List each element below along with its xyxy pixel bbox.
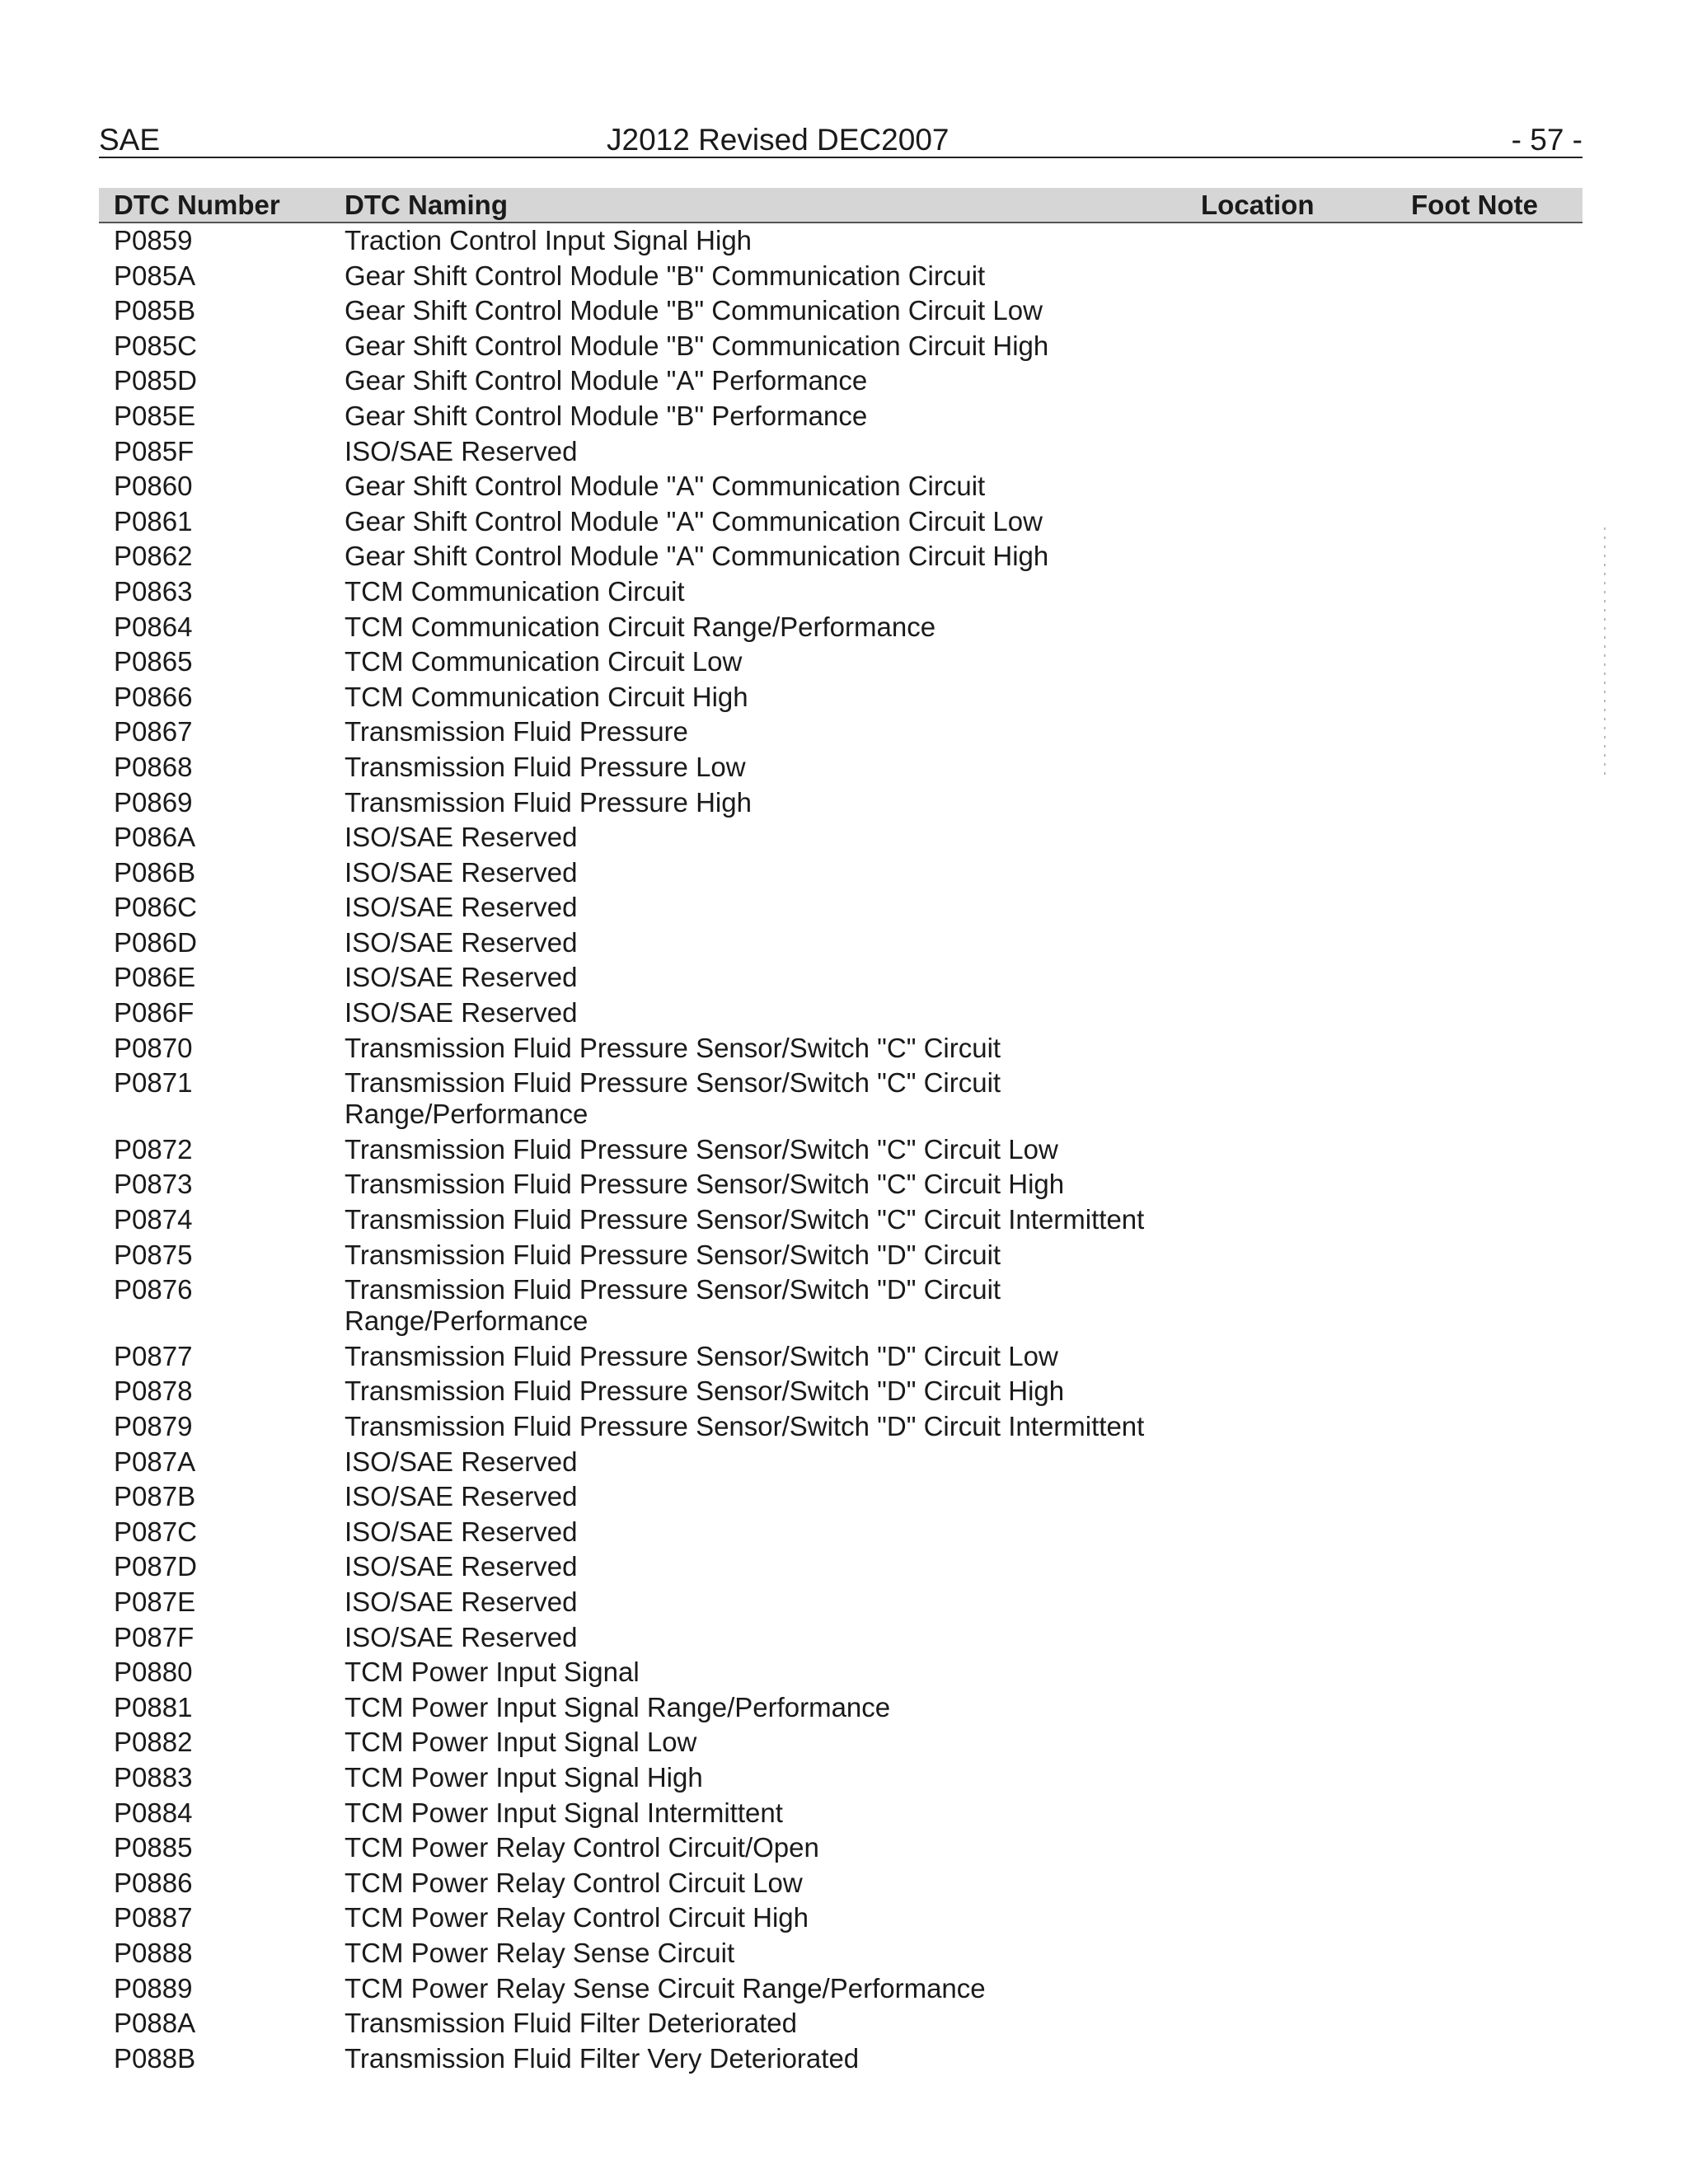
table-row: [99, 1339, 1582, 1375]
dtc-number: P0862: [114, 541, 193, 572]
table-row: [99, 1971, 1582, 2007]
table-row: [99, 2041, 1582, 2077]
table-row: [99, 926, 1582, 961]
table-row: [99, 1796, 1582, 1831]
table-row: [99, 1202, 1582, 1238]
table-row: [99, 1066, 1582, 1132]
dtc-number: P0885: [114, 1832, 193, 1863]
table-row: [99, 1238, 1582, 1273]
dtc-number: P085B: [114, 295, 196, 326]
dtc-number: P0883: [114, 1761, 193, 1793]
dtc-number: P087A: [114, 1446, 196, 1477]
dtc-number: P0869: [114, 786, 193, 818]
dtc-naming: TCM Power Input Signal High: [345, 1761, 703, 1793]
dtc-number: P087D: [114, 1551, 197, 1582]
dtc-naming: ISO/SAE Reserved: [345, 892, 578, 923]
table-row: [99, 996, 1582, 1031]
dtc-number: P086E: [114, 962, 196, 993]
header-page-number: - 57 -: [1511, 123, 1582, 157]
dtc-number: P087E: [114, 1586, 196, 1617]
dtc-number: P088A: [114, 2008, 196, 2039]
dtc-number: P0867: [114, 716, 193, 748]
dtc-number: P0868: [114, 751, 193, 782]
dtc-naming: Gear Shift Control Module "B" Communication Circuit Low: [345, 295, 1043, 326]
dtc-number: P0888: [114, 1937, 193, 1968]
table-row: [99, 644, 1582, 680]
header-document-title: J2012 Revised DEC2007: [607, 123, 950, 157]
dtc-number: P085D: [114, 365, 197, 396]
column-header-foot-note: Foot Note: [1411, 190, 1538, 220]
table-row: [99, 750, 1582, 785]
table-row: [99, 1690, 1582, 1726]
table-row: [99, 223, 1582, 259]
dtc-naming: TCM Communication Circuit: [345, 575, 685, 607]
dtc-number: P0872: [114, 1133, 193, 1165]
dtc-naming: ISO/SAE Reserved: [345, 1481, 578, 1512]
dtc-naming: ISO/SAE Reserved: [345, 962, 578, 993]
column-header-dtc-number: DTC Number: [114, 190, 280, 220]
dtc-naming: ISO/SAE Reserved: [345, 1551, 578, 1582]
dtc-naming: Transmission Fluid Pressure Sensor/Switch "C" Circuit: [345, 1032, 1001, 1063]
table-body: [99, 223, 1582, 2076]
dtc-number: P0887: [114, 1902, 193, 1933]
dtc-naming: TCM Power Relay Control Circuit High: [345, 1902, 809, 1933]
dtc-naming: Gear Shift Control Module "A" Performance: [345, 365, 868, 396]
dtc-naming: Gear Shift Control Module "A" Communication Circuit: [345, 471, 986, 502]
dtc-number: P0866: [114, 681, 193, 712]
dtc-naming: ISO/SAE Reserved: [345, 1446, 578, 1477]
dtc-number: P0886: [114, 1867, 193, 1898]
dtc-number: P087B: [114, 1481, 196, 1512]
dtc-number: P085A: [114, 260, 196, 291]
table-row: [99, 890, 1582, 926]
dtc-naming: TCM Power Input Signal Low: [345, 1727, 697, 1758]
table-row: [99, 399, 1582, 434]
dtc-naming: Transmission Fluid Pressure Sensor/Switch "D" Circuit Intermittent: [345, 1411, 1145, 1441]
dtc-naming: ISO/SAE Reserved: [345, 1516, 578, 1547]
dtc-number: P086C: [114, 892, 197, 923]
table-row: [99, 680, 1582, 715]
dtc-naming: Transmission Fluid Pressure Sensor/Switch "D" Circuit Range/Performance: [345, 1274, 1001, 1337]
table-row: [99, 610, 1582, 645]
dtc-number: P0878: [114, 1376, 193, 1407]
column-header-location: Location: [1201, 190, 1315, 220]
dtc-number: P087C: [114, 1516, 197, 1547]
dtc-number: P0881: [114, 1691, 193, 1722]
dtc-naming: Transmission Fluid Pressure: [345, 716, 688, 748]
dtc-number: P0860: [114, 471, 193, 502]
dtc-naming: Transmission Fluid Pressure High: [345, 786, 752, 818]
table-row: [99, 574, 1582, 610]
dtc-naming: Gear Shift Control Module "B" Communication Circuit High: [345, 330, 1049, 361]
table-row: [99, 1830, 1582, 1866]
dtc-naming: Transmission Fluid Filter Deteriorated: [345, 2008, 797, 2039]
table-row: [99, 293, 1582, 329]
table-row: [99, 1585, 1582, 1620]
dtc-number: P0884: [114, 1797, 193, 1828]
table-row: [99, 1620, 1582, 1656]
table-row: [99, 2006, 1582, 2041]
dtc-number: P0861: [114, 505, 193, 537]
dtc-number: P0864: [114, 611, 193, 642]
dtc-number: P085F: [114, 435, 195, 466]
dtc-number: P0870: [114, 1032, 193, 1063]
column-header-dtc-naming: DTC Naming: [345, 190, 508, 220]
dtc-naming: TCM Communication Circuit Range/Performance: [345, 611, 936, 642]
table-row: [99, 1760, 1582, 1796]
table-row: [99, 539, 1582, 574]
dtc-table: [99, 188, 1582, 2076]
dtc-number: P0875: [114, 1239, 193, 1270]
table-row: [99, 363, 1582, 399]
dtc-naming: Gear Shift Control Module "B" Performance: [345, 400, 868, 431]
table-row: [99, 469, 1582, 504]
dtc-number: P085E: [114, 400, 196, 431]
table-header: [99, 188, 1582, 223]
dtc-naming: TCM Power Relay Sense Circuit Range/Performance: [345, 1972, 986, 2004]
table-row: [99, 1272, 1582, 1339]
table-row: [99, 1725, 1582, 1760]
dtc-naming: TCM Power Relay Sense Circuit: [345, 1937, 735, 1968]
dtc-naming: Transmission Fluid Pressure Low: [345, 751, 746, 782]
dtc-number: P088B: [114, 2042, 196, 2074]
dtc-naming: ISO/SAE Reserved: [345, 1621, 578, 1652]
dtc-number: P086D: [114, 926, 197, 958]
dtc-naming: TCM Power Input Signal Intermittent: [345, 1797, 783, 1828]
table-row: [99, 1936, 1582, 1971]
dtc-naming: ISO/SAE Reserved: [345, 926, 578, 958]
dtc-naming: TCM Power Relay Control Circuit/Open: [345, 1832, 819, 1863]
dtc-naming: ISO/SAE Reserved: [345, 997, 578, 1029]
dtc-number: P0873: [114, 1169, 193, 1200]
table-row: [99, 504, 1582, 540]
table-row: [99, 434, 1582, 470]
dtc-number: P086B: [114, 856, 196, 888]
table-row: [99, 1900, 1582, 1936]
table-row: [99, 1515, 1582, 1550]
dtc-number: P0876: [114, 1274, 193, 1305]
dtc-number: P0871: [114, 1067, 193, 1099]
dtc-number: P087F: [114, 1621, 195, 1652]
dtc-naming: TCM Power Input Signal: [345, 1657, 640, 1688]
table-row: [99, 1866, 1582, 1901]
dtc-naming: ISO/SAE Reserved: [345, 435, 578, 466]
dtc-naming: ISO/SAE Reserved: [345, 1586, 578, 1617]
dtc-number: P0889: [114, 1972, 193, 2004]
table-row: [99, 1167, 1582, 1202]
dtc-number: P0859: [114, 225, 193, 255]
dtc-naming: Traction Control Input Signal High: [345, 225, 753, 255]
table-row: [99, 785, 1582, 821]
dtc-number: P0879: [114, 1411, 193, 1441]
table-row: [99, 329, 1582, 364]
dtc-number: P086A: [114, 822, 196, 853]
dtc-number: P0863: [114, 575, 193, 607]
dtc-naming: Gear Shift Control Module "A" Communication Circuit Low: [345, 505, 1043, 537]
dtc-naming: ISO/SAE Reserved: [345, 856, 578, 888]
table-row: [99, 1655, 1582, 1690]
dtc-naming: Gear Shift Control Module "A" Communication Circuit High: [345, 541, 1049, 572]
dtc-naming: TCM Communication Circuit High: [345, 681, 748, 712]
dtc-naming: ISO/SAE Reserved: [345, 822, 578, 853]
dtc-naming: Transmission Fluid Pressure Sensor/Switch "D" Circuit: [345, 1239, 1001, 1270]
table-row: [99, 715, 1582, 750]
table-row: [99, 820, 1582, 855]
dtc-naming: Transmission Fluid Filter Very Deteriorated: [345, 2042, 860, 2074]
dtc-naming: Transmission Fluid Pressure Sensor/Switch "D" Circuit Low: [345, 1340, 1058, 1371]
dtc-naming: TCM Power Relay Control Circuit Low: [345, 1867, 803, 1898]
dtc-number: P0880: [114, 1657, 193, 1688]
header-org: SAE: [99, 123, 161, 157]
dtc-number: P085C: [114, 330, 197, 361]
dtc-number: P0882: [114, 1727, 193, 1758]
table-row: [99, 1031, 1582, 1066]
dtc-number: P0865: [114, 646, 193, 677]
table-row: [99, 1132, 1582, 1168]
page-header: [99, 117, 1582, 158]
margin-scan-mark: [1604, 527, 1606, 775]
dtc-naming: Gear Shift Control Module "B" Communication Circuit: [345, 260, 986, 291]
dtc-naming: Transmission Fluid Pressure Sensor/Switch "C" Circuit High: [345, 1169, 1065, 1200]
table-row: [99, 1549, 1582, 1585]
dtc-naming: Transmission Fluid Pressure Sensor/Switch "C" Circuit Intermittent: [345, 1204, 1145, 1235]
dtc-naming: Transmission Fluid Pressure Sensor/Switch "C" Circuit Range/Performance: [345, 1067, 1001, 1130]
dtc-naming: Transmission Fluid Pressure Sensor/Switch "C" Circuit Low: [345, 1133, 1058, 1165]
table-row: [99, 855, 1582, 891]
table-row: [99, 1479, 1582, 1515]
table-row: [99, 259, 1582, 294]
table-row: [99, 1374, 1582, 1409]
dtc-naming: TCM Power Input Signal Range/Performance: [345, 1691, 891, 1722]
table-row: [99, 960, 1582, 996]
dtc-number: P0874: [114, 1204, 193, 1235]
dtc-number: P086F: [114, 997, 195, 1029]
table-row: [99, 1445, 1582, 1480]
dtc-naming: TCM Communication Circuit Low: [345, 646, 743, 677]
dtc-naming: Transmission Fluid Pressure Sensor/Switch "D" Circuit High: [345, 1376, 1065, 1407]
table-row: [99, 1409, 1582, 1445]
dtc-number: P0877: [114, 1340, 193, 1371]
